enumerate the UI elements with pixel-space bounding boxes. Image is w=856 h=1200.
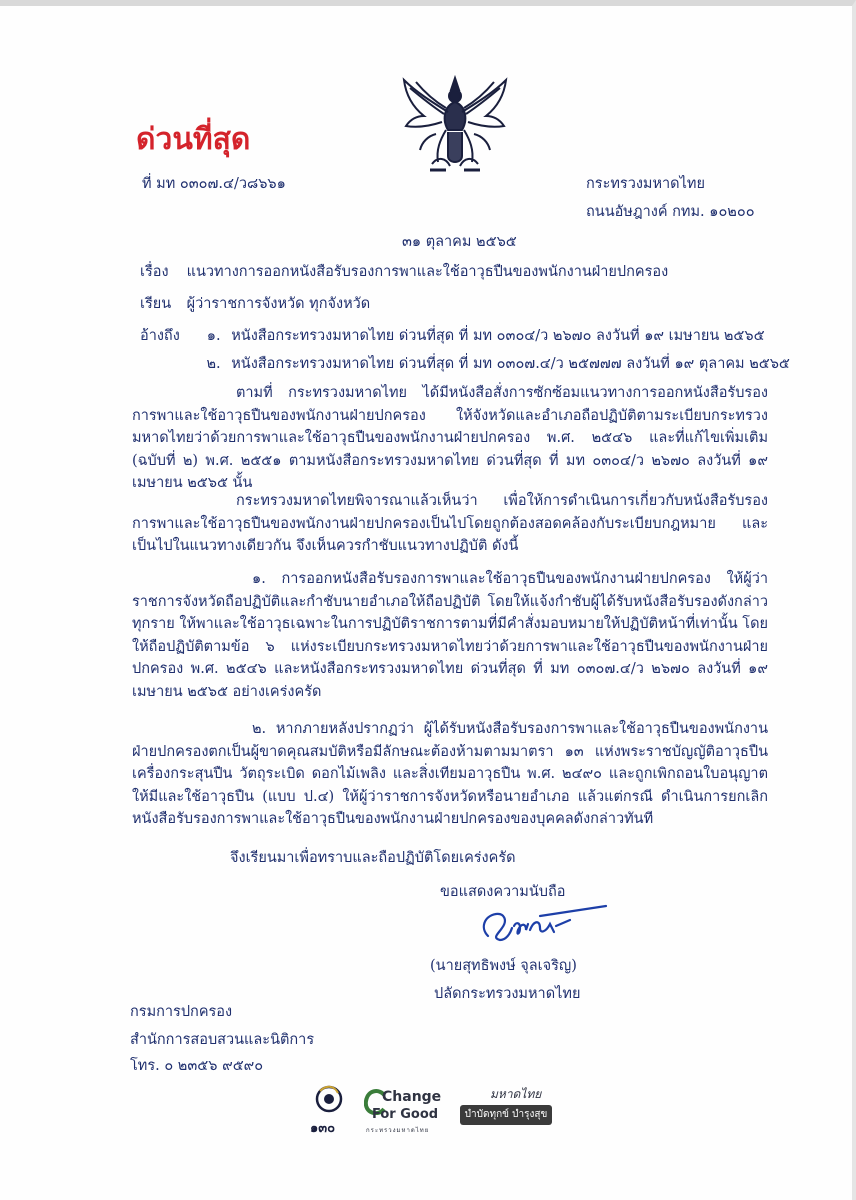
reference-number: ๑. xyxy=(206,328,221,344)
reference-line-1 xyxy=(140,324,765,347)
body-paragraph-1: ตามที่ กระทรวงมหาดไทย ได้มีหนังสือสั่งการซักซ้อมแนวทางการออกหนังสือรับรองการพาและใช้อาวุธปืนของพนักงานฝ่ายปกครอง ให้จังหวัดและอำเภอถือปฏิบัติตามระเบียบกระทรวงมหาดไทยว่าด้วยการพาและใช้อาวุธปืนของพนักงานฝ่ายปกครอง พ.ศ. ๒๕๔๖ และที่แก้ไขเพิ่มเติม (ฉบับที่ ๒) พ.ศ. ๒๕๕๑ ตามหนังสือกระทรวงมหาดไทย ด่วนที่สุด ที่ มท ๐๓๐๔/ว ๒๖๗๐ ลงวันที่ ๑๙ เมษายน ๒๕๖๕ นั้น xyxy=(132,385,768,492)
subject-line xyxy=(140,260,668,283)
mahadthai-motto-logo xyxy=(460,1081,552,1136)
change-logo-sub: กระทรวงมหาดไทย xyxy=(366,1127,430,1134)
motto-logo-line1: มหาดไทย xyxy=(490,1087,542,1101)
signature-icon xyxy=(470,902,610,946)
footer-office: สำนักการสอบสวนและนิติการ xyxy=(130,1032,315,1048)
anniversary-logo xyxy=(304,1081,354,1136)
subject-label: เรื่อง xyxy=(140,264,169,280)
urgency-heading: ด่วนที่สุด xyxy=(136,122,251,157)
change-for-good-logo xyxy=(364,1081,454,1136)
document-date: ๓๑ ตุลาคม ๒๕๖๕ xyxy=(402,234,517,250)
ministry-address: ถนนอัษฎางค์ กทม. ๑๐๒๐๐ xyxy=(586,204,755,220)
body-paragraph-4: ๒. หากภายหลังปรากฏว่า ผู้ได้รับหนังสือรับรองการพาและใช้อาวุธปืนของพนักงานฝ่ายปกครองตกเป็นผู้ขาดคุณสมบัติหรือมีลักษณะต้องห้ามตามมาตรา ๑๓ แห่งพระราชบัญญัติอาวุธปืน เครื่องกระสุนปืน วัตถุระเบิด ดอกไม้เพลิง และสิ่งเทียมอาวุธปืน พ.ศ. ๒๔๙๐ และถูกเพิกถอนใบอนุญาตให้มีและใช้อาวุธปืน (แบบ ป.๔) ให้ผู้ว่าราชการจังหวัดหรือนายอำเภอ แล้วแต่กรณี ดำเนินการยกเลิกหนังสือรับรองการพาและใช้อาวุธปืนของพนักงานฝ่ายปกครองของบุคคลดังกล่าวทันที xyxy=(132,721,768,828)
ministry-name: กระทรวงมหาดไทย xyxy=(586,176,705,192)
reference-number: ๒. xyxy=(206,356,221,372)
reference-line-2 xyxy=(140,352,790,375)
document-number: ที่ มท ๐๓๐๗.๔/ว๘๖๖๑ xyxy=(142,176,286,192)
garuda-emblem-icon xyxy=(396,72,514,180)
footer-phone: โทร. ๐ ๒๓๕๖ ๙๕๙๐ xyxy=(130,1058,264,1074)
motto-logo-line2: บำบัดทุกข์ บำรุงสุข xyxy=(460,1105,552,1125)
recipient-line xyxy=(140,292,370,315)
change-logo-line2: For Good xyxy=(372,1107,439,1122)
subject-text: แนวทางการออกหนังสือรับรองการพาและใช้อาวุธปืนของพนักงานฝ่ายปกครอง xyxy=(186,264,669,280)
references-label: อ้างถึง xyxy=(140,328,180,344)
recipient-label: เรียน xyxy=(140,296,172,312)
footer-department: กรมการปกครอง xyxy=(130,1004,233,1020)
change-logo-line1: Change xyxy=(382,1089,442,1105)
reference-text: หนังสือกระทรวงมหาดไทย ด่วนที่สุด ที่ มท ๐๓๐๗.๔/ว ๒๕๗๗๗ ลงวันที่ ๑๙ ตุลาคม ๒๕๖๕ xyxy=(231,356,790,372)
closing-line: จึงเรียนมาเพื่อทราบและถือปฏิบัติโดยเคร่งครัด xyxy=(230,850,516,866)
anniversary-logo-text: ๑๓๐ xyxy=(310,1121,336,1136)
reference-text: หนังสือกระทรวงมหาดไทย ด่วนที่สุด ที่ มท ๐๓๐๔/ว ๒๖๗๐ ลงวันที่ ๑๙ เมษายน ๒๕๖๕ xyxy=(231,328,765,344)
regards-line: ขอแสดงความนับถือ xyxy=(440,884,566,900)
recipient-text: ผู้ว่าราชการจังหวัด ทุกจังหวัด xyxy=(186,296,371,312)
signatory-position: ปลัดกระทรวงมหาดไทย xyxy=(434,986,581,1002)
signatory-name: (นายสุทธิพงษ์ จุลเจริญ) xyxy=(430,958,577,974)
body-paragraph-2: กระทรวงมหาดไทยพิจารณาแล้วเห็นว่า เพื่อให้การดำเนินการเกี่ยวกับหนังสือรับรองการพาและใช้อาวุธปืนของพนักงานฝ่ายปกครองเป็นไปโดยถูกต้องสอดคล้องกับระเบียบกฎหมาย และเป็นไปในแนวทางเดียวกัน จึงเห็นควรกำชับแนวทางปฏิบัติ ดังนี้ xyxy=(132,493,768,555)
body-paragraph-3: ๑. การออกหนังสือรับรองการพาและใช้อาวุธปืนของพนักงานฝ่ายปกครอง ให้ผู้ว่าราชการจังหวัดถือปฏิบัติและกำชับนายอำเภอให้ถือปฏิบัติ โดยให้แจ้งกำชับผู้ได้รับหนังสือรับรองดังกล่าวทุกราย ให้พาและใช้อาวุธเฉพาะในการปฏิบัติราชการตามที่มีคำสั่งมอบหมายให้ปฏิบัติหน้าที่เท่านั้น โดยให้ถือปฏิบัติตามข้อ ๖ แห่งระเบียบกระทรวงมหาดไทยว่าด้วยการพาและใช้อาวุธปืนของพนักงานฝ่ายปกครอง พ.ศ. ๒๕๔๖ และหนังสือกระทรวงมหาดไทย ด่วนที่สุด ที่ มท ๐๓๐๗.๔/ว ๒๖๗๐ ลงวันที่ ๑๙ เมษายน ๒๕๖๕ อย่างเคร่งครัด xyxy=(132,571,768,700)
